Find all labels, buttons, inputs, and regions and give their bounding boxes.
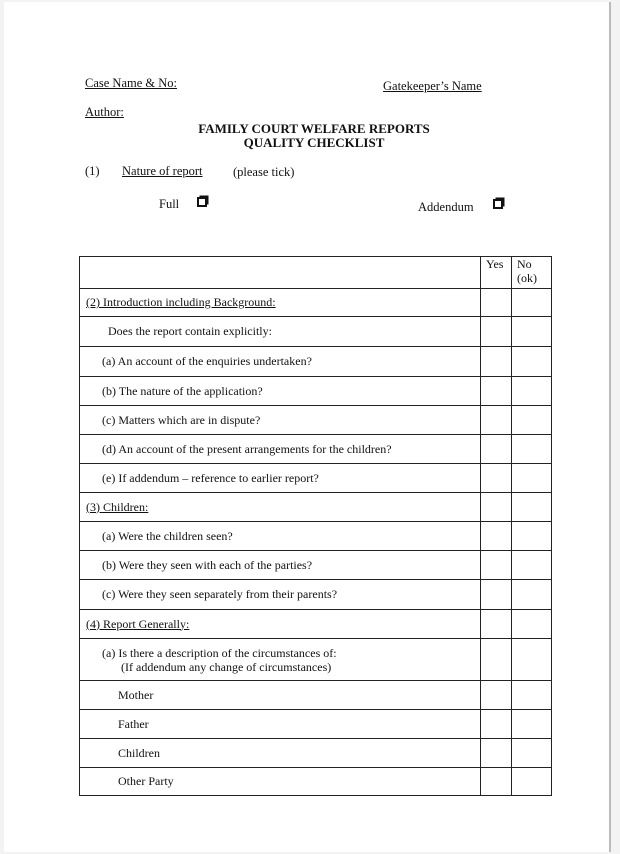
no-cell[interactable] bbox=[512, 435, 552, 464]
row-text: (a) An account of the enquiries undertaken? bbox=[80, 347, 481, 377]
nature-of-report-label: Nature of report bbox=[122, 164, 203, 178]
quality-checklist-table bbox=[79, 256, 552, 796]
no-cell[interactable] bbox=[512, 464, 552, 493]
row-text: (2) Introduction including Background: bbox=[86, 295, 276, 309]
table-row bbox=[80, 347, 552, 377]
yes-cell[interactable] bbox=[481, 522, 512, 551]
yes-cell[interactable] bbox=[481, 710, 512, 739]
addendum-option-label: Addendum bbox=[418, 200, 474, 214]
no-cell[interactable] bbox=[512, 681, 552, 710]
yes-cell[interactable] bbox=[481, 768, 512, 796]
table-row bbox=[80, 493, 552, 522]
section-1-number: (1) bbox=[85, 164, 100, 178]
table-header-row bbox=[80, 257, 552, 289]
yes-cell[interactable] bbox=[481, 377, 512, 406]
no-cell[interactable] bbox=[512, 289, 552, 317]
row-text-multiline bbox=[80, 639, 481, 681]
table-row bbox=[80, 768, 552, 796]
document-page bbox=[4, 2, 611, 852]
row-text: (a) Were the children seen? bbox=[80, 522, 481, 551]
please-tick-label: (please tick) bbox=[233, 165, 295, 179]
table-row bbox=[80, 289, 552, 317]
row-text: (c) Were they seen separately from their parents? bbox=[80, 580, 481, 610]
full-option-label: Full bbox=[159, 197, 180, 211]
no-cell[interactable] bbox=[512, 710, 552, 739]
table-row bbox=[80, 406, 552, 435]
yes-cell[interactable] bbox=[481, 464, 512, 493]
no-cell[interactable] bbox=[512, 347, 552, 377]
addendum-checkbox[interactable] bbox=[493, 199, 503, 209]
yes-cell[interactable] bbox=[481, 347, 512, 377]
table-row bbox=[80, 464, 552, 493]
table-row bbox=[80, 710, 552, 739]
yes-cell[interactable] bbox=[481, 435, 512, 464]
full-checkbox[interactable] bbox=[197, 197, 207, 207]
row-text: Father bbox=[80, 710, 481, 739]
no-column-header: No (ok) bbox=[512, 257, 552, 289]
yes-cell[interactable] bbox=[481, 551, 512, 580]
row-text: Children bbox=[80, 739, 481, 768]
row-text-secondary: (If addendum any change of circumstances) bbox=[121, 659, 332, 674]
no-cell[interactable] bbox=[512, 522, 552, 551]
row-text: Does the report contain explicitly: bbox=[80, 317, 481, 347]
table-row bbox=[80, 580, 552, 610]
row-text: (3) Children: bbox=[86, 499, 149, 514]
yes-cell[interactable] bbox=[481, 639, 512, 681]
row-text: (b) Were they seen with each of the parties? bbox=[80, 551, 481, 580]
section-4-heading bbox=[80, 610, 481, 639]
no-cell[interactable] bbox=[512, 580, 552, 610]
table-row bbox=[80, 681, 552, 710]
section-2-heading bbox=[80, 289, 481, 317]
author-label: Author: bbox=[85, 105, 124, 119]
document-title: FAMILY COURT WELFARE REPORTS bbox=[198, 121, 430, 136]
row-text: (b) The nature of the application? bbox=[80, 377, 481, 406]
section-3-heading bbox=[80, 493, 481, 522]
no-cell[interactable] bbox=[512, 493, 552, 522]
no-cell[interactable] bbox=[512, 739, 552, 768]
yes-cell[interactable] bbox=[481, 580, 512, 610]
table-row bbox=[80, 435, 552, 464]
yes-cell[interactable] bbox=[481, 289, 512, 317]
yes-cell[interactable] bbox=[481, 317, 512, 347]
row-text: (4) Report Generally: bbox=[86, 616, 190, 631]
document-subtitle: QUALITY CHECKLIST bbox=[243, 135, 385, 150]
header-blank-cell bbox=[80, 257, 481, 289]
table-row bbox=[80, 739, 552, 768]
row-text: (e) If addendum – reference to earlier report? bbox=[80, 464, 481, 493]
no-cell[interactable] bbox=[512, 377, 552, 406]
yes-cell[interactable] bbox=[481, 406, 512, 435]
yes-column-header: Yes bbox=[481, 257, 512, 289]
table-row bbox=[80, 639, 552, 681]
gatekeeper-name-label: Gatekeeper’s Name bbox=[383, 79, 482, 93]
case-name-label: Case Name & No: bbox=[85, 76, 177, 90]
no-cell[interactable] bbox=[512, 768, 552, 796]
row-text: Mother bbox=[80, 681, 481, 710]
table-row bbox=[80, 317, 552, 347]
table-row bbox=[80, 610, 552, 639]
no-cell[interactable] bbox=[512, 639, 552, 681]
table-row bbox=[80, 522, 552, 551]
table-row bbox=[80, 377, 552, 406]
row-text: Other Party bbox=[80, 768, 481, 796]
yes-cell[interactable] bbox=[481, 493, 512, 522]
row-text: (d) An account of the present arrangements for the children? bbox=[80, 435, 481, 464]
yes-cell[interactable] bbox=[481, 610, 512, 639]
no-cell[interactable] bbox=[512, 610, 552, 639]
yes-cell[interactable] bbox=[481, 681, 512, 710]
table-row bbox=[80, 551, 552, 580]
no-cell[interactable] bbox=[512, 406, 552, 435]
no-cell[interactable] bbox=[512, 317, 552, 347]
no-cell[interactable] bbox=[512, 551, 552, 580]
row-text: (a) Is there a description of the circumstances of: bbox=[102, 645, 337, 660]
yes-cell[interactable] bbox=[481, 739, 512, 768]
row-text: (c) Matters which are in dispute? bbox=[80, 406, 481, 435]
